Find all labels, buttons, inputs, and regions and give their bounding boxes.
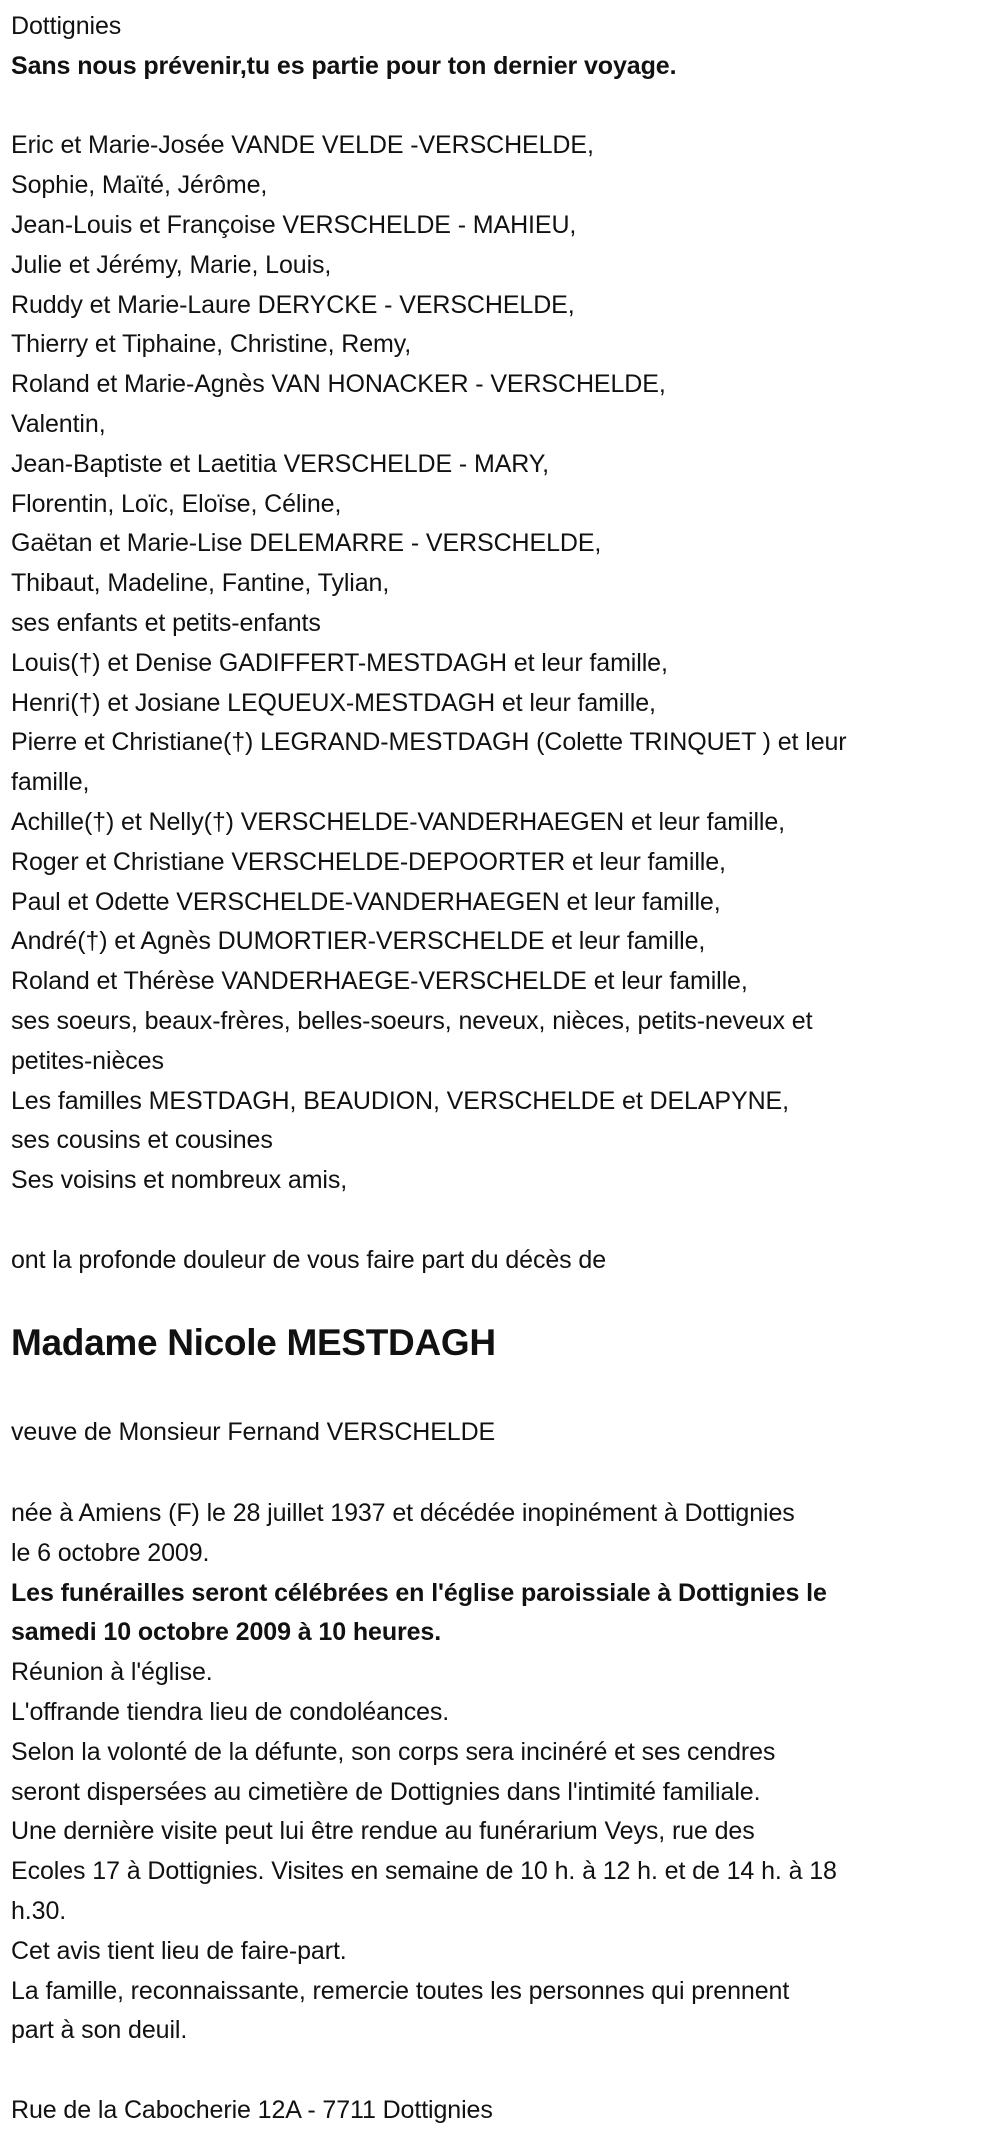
widow-of: veuve de Monsieur Fernand VERSCHELDE [11, 1418, 496, 1446]
spacer [11, 1201, 991, 1241]
family-line: Thibaut, Madeline, Fantine, Tylian, [11, 569, 390, 598]
family-line: Louis(†) et Denise GADIFFERT-MESTDAGH et leur famille, [11, 648, 668, 677]
family-line: Thierry et Tiphaine, Christine, Remy, [11, 330, 412, 359]
family-line: ses soeurs, beaux-frères, belles-soeurs, neveux, nièces, petits-neveux et [11, 1006, 813, 1035]
funeral-info: Les funérailles seront célébrées en l'église paroissiale à Dottignies le [11, 1578, 827, 1607]
address: Rue de la Cabocherie 12A - 7711 Dottignies [11, 2095, 493, 2124]
family-line: Gaëtan et Marie-Lise DELEMARRE - VERSCHELDE, [11, 529, 602, 558]
family-line: Valentin, [11, 409, 106, 438]
details [11, 1494, 991, 2131]
family-line: Henri(†) et Josiane LEQUEUX-MESTDAGH et leur famille, [11, 688, 656, 717]
widow-block [11, 1413, 991, 1453]
detail-line: Selon la volonté de la défunte, son corps sera incinéré et ses cendres [11, 1737, 776, 1766]
family-line: Pierre et Christiane(†) LEGRAND-MESTDAGH (Colette TRINQUET ) et leur [11, 728, 847, 757]
family-line: Achille(†) et Nelly(†) VERSCHELDE-VANDERHAEGEN et leur famille, [11, 807, 785, 836]
detail-line: Ecoles 17 à Dottignies. Visites en semaine de 10 h. à 12 h. et de 14 h. à 18 [11, 1857, 837, 1886]
family-line: Jean-Louis et Françoise VERSCHELDE - MAHIEU, [11, 210, 577, 239]
family-list [11, 126, 991, 1201]
location: Dottignies [11, 12, 122, 40]
family-line: Ruddy et Marie-Laure DERYCKE - VERSCHELDE, [11, 290, 575, 319]
family-line: Ses voisins et nombreux amis, [11, 1166, 348, 1195]
family-line: petites-nièces [11, 1046, 164, 1075]
family-line: André(†) et Agnès DUMORTIER-VERSCHELDE et leur famille, [11, 927, 706, 956]
family-line: Les familles MESTDAGH, BEAUDION, VERSCHELDE et DELAPYNE, [11, 1086, 789, 1115]
spacer [11, 87, 991, 127]
epigraph: Sans nous prévenir,tu es partie pour ton dernier voyage. [11, 51, 677, 80]
detail-line: Réunion à l'église. [11, 1658, 213, 1687]
family-line: Julie et Jérémy, Marie, Louis, [11, 250, 332, 279]
family-line: ses cousins et cousines [11, 1126, 273, 1155]
detail-line: le 6 octobre 2009. [11, 1538, 210, 1567]
announcement: ont la profonde douleur de vous faire part du décès de [11, 1245, 607, 1274]
detail-line: née à Amiens (F) le 28 juillet 1937 et décédée inopinément à Dottignies [11, 1499, 795, 1527]
funeral-info: samedi 10 octobre 2009 à 10 heures. [11, 1618, 442, 1647]
detail-line: Cet avis tient lieu de faire-part. [11, 1936, 347, 1965]
detail-line: part à son deuil. [11, 2016, 188, 2045]
obituary-top [11, 7, 991, 1281]
detail-line: h.30. [11, 1896, 67, 1925]
deceased-block [11, 1318, 991, 1368]
family-line: Roland et Marie-Agnès VAN HONACKER - VERSCHELDE, [11, 370, 666, 399]
family-line: Roger et Christiane VERSCHELDE-DEPOORTER et leur famille, [11, 847, 726, 876]
deceased-name: Madame Nicole MESTDAGH [11, 1322, 496, 1363]
family-line: Eric et Marie-Josée VANDE VELDE -VERSCHELDE, [11, 131, 594, 160]
family-line: Paul et Odette VERSCHELDE-VANDERHAEGEN et leur famille, [11, 887, 721, 916]
detail-line: Une dernière visite peut lui être rendue au funérarium Veys, rue des [11, 1817, 755, 1846]
detail-line: seront dispersées au cimetière de Dottignies dans l'intimité familiale. [11, 1777, 761, 1806]
spacer [11, 2051, 991, 2091]
family-line: Sophie, Maïté, Jérôme, [11, 171, 268, 200]
family-line: Florentin, Loïc, Eloïse, Céline, [11, 489, 342, 518]
detail-line: L'offrande tiendra lieu de condoléances. [11, 1697, 450, 1726]
family-line: Jean-Baptiste et Laetitia VERSCHELDE - MARY, [11, 449, 549, 478]
family-line: famille, [11, 768, 90, 797]
family-line: ses enfants et petits-enfants [11, 608, 321, 637]
detail-line: La famille, reconnaissante, remercie toutes les personnes qui prennent [11, 1976, 790, 2005]
family-line: Roland et Thérèse VANDERHAEGE-VERSCHELDE et leur famille, [11, 967, 748, 996]
